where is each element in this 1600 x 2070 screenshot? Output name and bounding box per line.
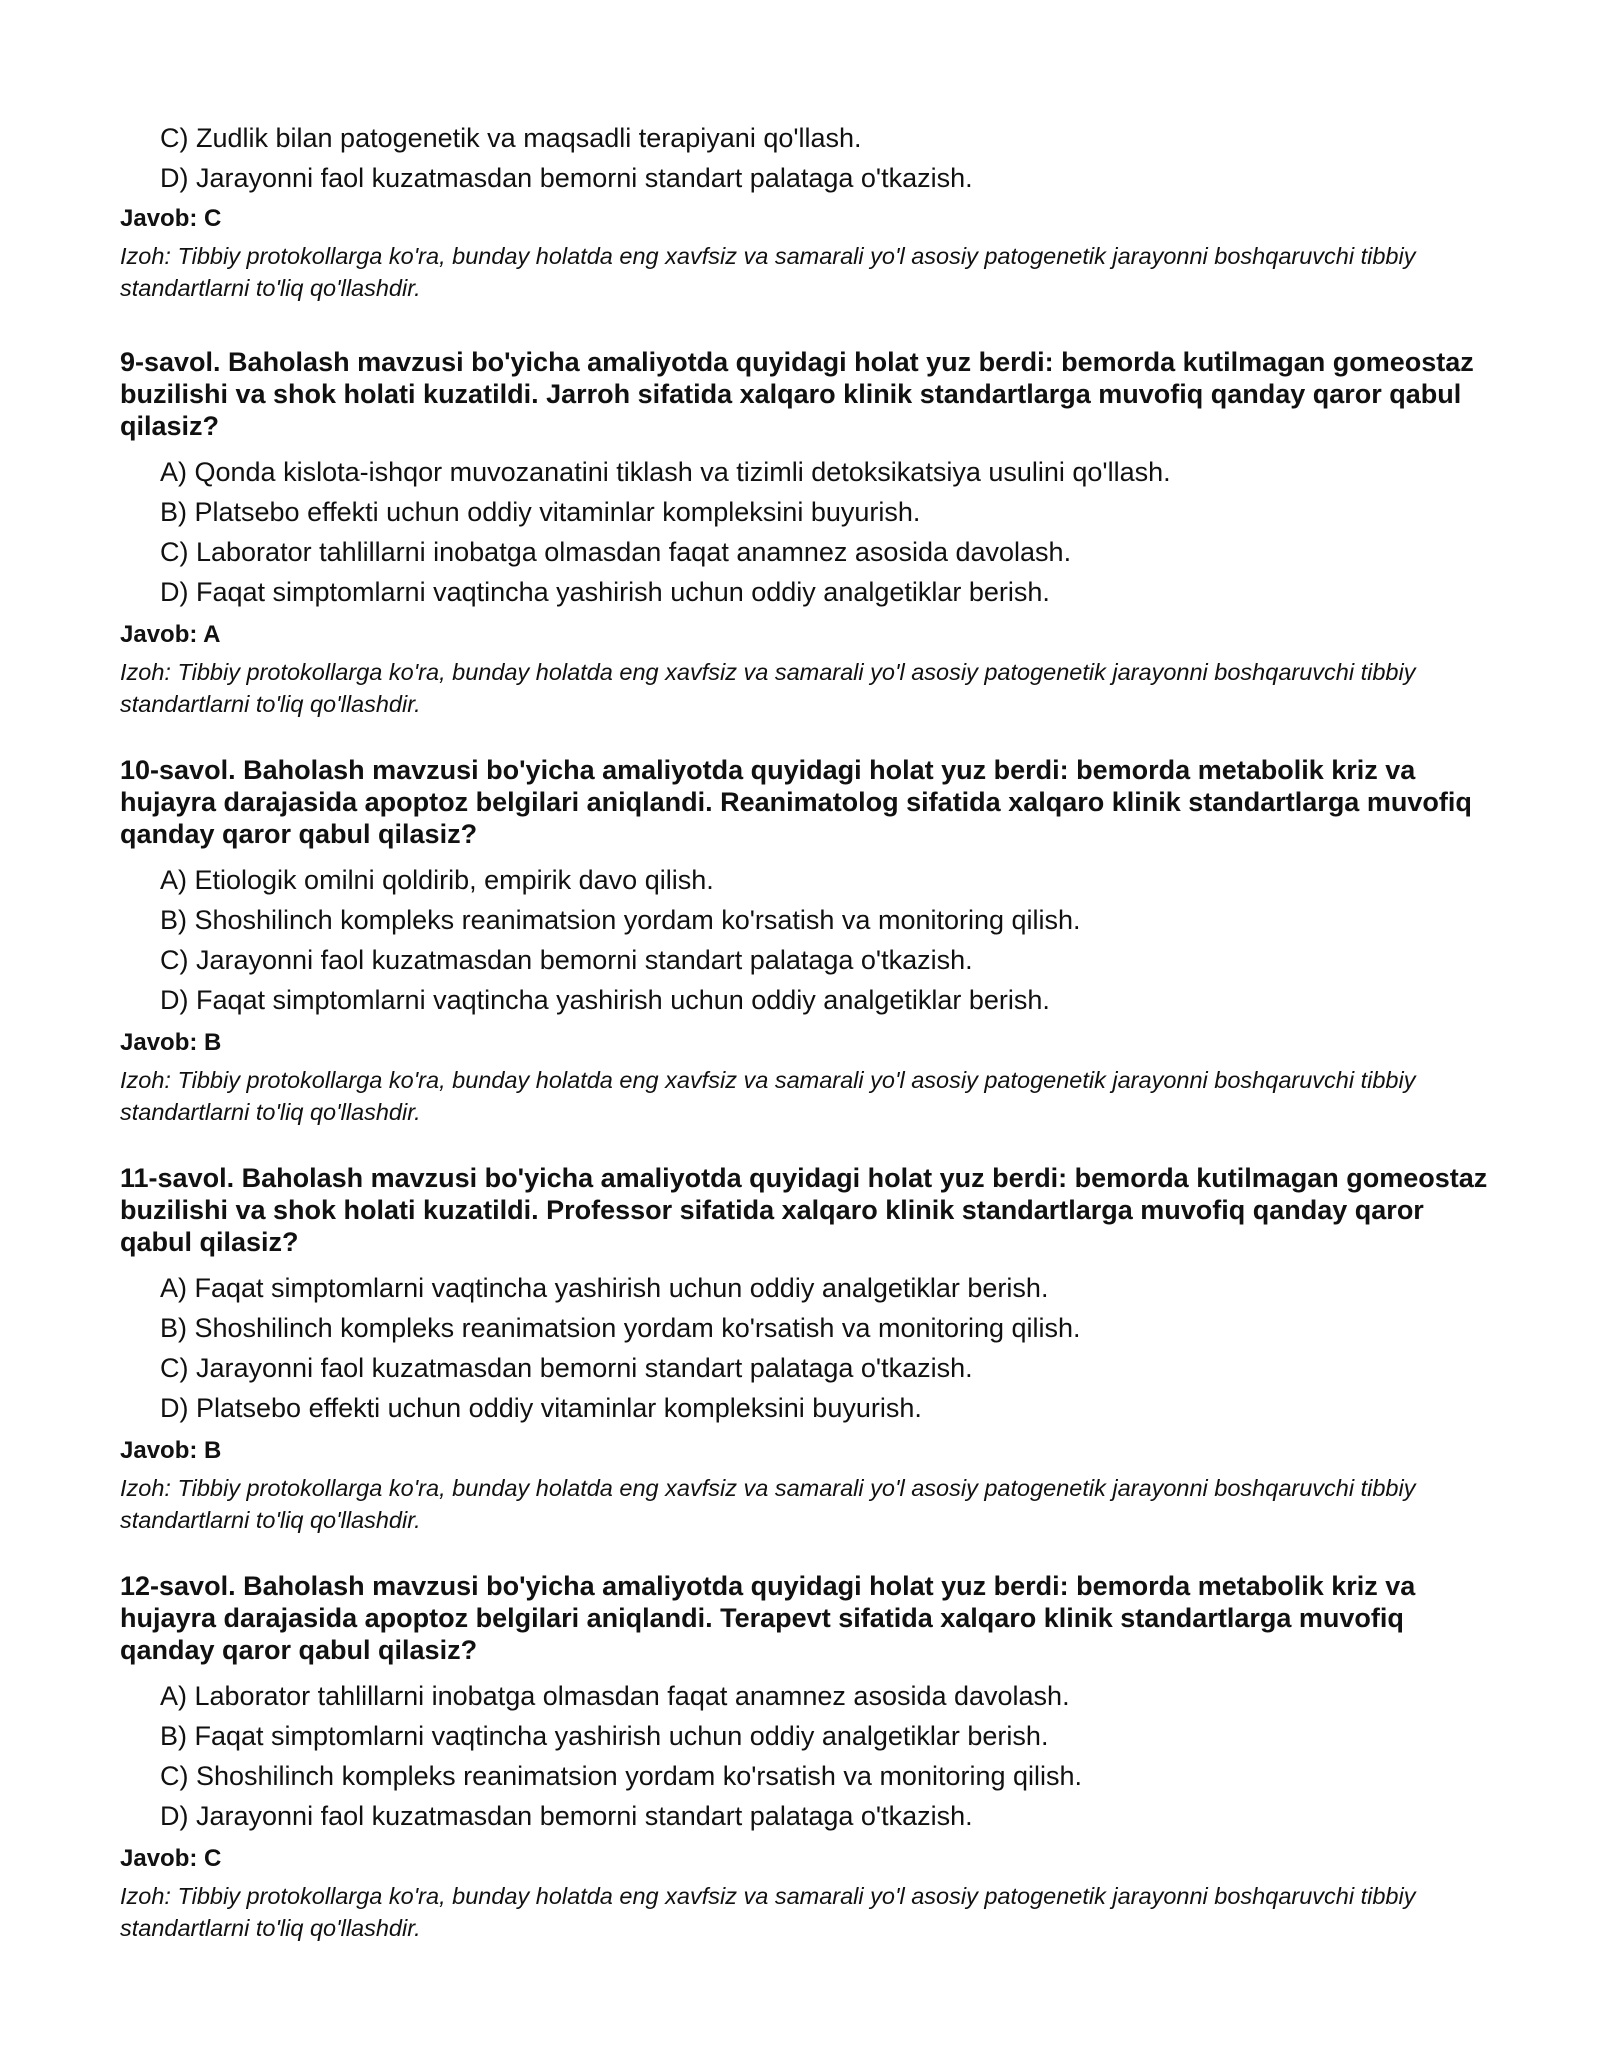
answer-label: Javob: B xyxy=(120,1437,222,1464)
option-b: B) Platsebo effekti uchun oddiy vitaminlar kompleksini buyurish. xyxy=(160,497,921,527)
answer-label: Javob: C xyxy=(120,1845,222,1872)
explanation-note: Izoh: Tibbiy protokollarga ko'ra, bunday holatda eng xavfsiz va samarali yo'l asosiy patogenetik jarayonni boshqaruvchi tibbiy standartlarni to'liq qo'llashdir. xyxy=(120,1067,1416,1125)
options-list xyxy=(160,1268,1500,1428)
option-d: D) Jarayonni faol kuzatmasdan bemorni standart palataga o'tkazish. xyxy=(160,163,973,193)
option-d: D) Platsebo effekti uchun oddiy vitaminlar kompleksini buyurish. xyxy=(160,1393,922,1423)
option-a: A) Faqat simptomlarni vaqtincha yashirish uchun oddiy analgetiklar berish. xyxy=(160,1273,1049,1303)
option-b: B) Shoshilinch kompleks reanimatsion yordam ko'rsatish va monitoring qilish. xyxy=(160,1313,1081,1343)
explanation-note: Izoh: Tibbiy protokollarga ko'ra, bunday holatda eng xavfsiz va samarali yo'l asosiy patogenetik jarayonni boshqaruvchi tibbiy standartlarni to'liq qo'llashdir. xyxy=(120,1475,1416,1533)
question-10 xyxy=(120,754,1500,1128)
option-a: A) Laborator tahlillarni inobatga olmasdan faqat anamnez asosida davolash. xyxy=(160,1681,1070,1711)
option-c: C) Jarayonni faol kuzatmasdan bemorni standart palataga o'tkazish. xyxy=(160,945,973,975)
question-9 xyxy=(120,346,1500,720)
option-b: B) Faqat simptomlarni vaqtincha yashirish uchun oddiy analgetiklar berish. xyxy=(160,1721,1049,1751)
option-b: B) Shoshilinch kompleks reanimatsion yordam ko'rsatish va monitoring qilish. xyxy=(160,905,1081,935)
option-c: C) Zudlik bilan patogenetik va maqsadli terapiyani qo'llash. xyxy=(160,123,862,153)
question-title: 12-savol. Baholash mavzusi bo'yicha amaliyotda quyidagi holat yuz berdi: bemorda metabolik kriz va hujayra darajasida apoptoz belgilari aniqlandi. Terapevt sifatida xalqaro klinik standartlarga muvofiq qanday qaror qabul qilasiz? xyxy=(120,1571,1416,1665)
option-c: C) Shoshilinch kompleks reanimatsion yordam ko'rsatish va monitoring qilish. xyxy=(160,1761,1083,1791)
explanation-note: Izoh: Tibbiy protokollarga ko'ra, bunday holatda eng xavfsiz va samarali yo'l asosiy patogenetik jarayonni boshqaruvchi tibbiy standartlarni to'liq qo'llashdir. xyxy=(120,659,1416,717)
answer-label: Javob: B xyxy=(120,1029,222,1056)
question-title: 9-savol. Baholash mavzusi bo'yicha amaliyotda quyidagi holat yuz berdi: bemorda kutilmagan gomeostaz buzilishi va shok holati kuzatildi. Jarroh sifatida xalqaro klinik standartlarga muvofiq qanday qaror qabul qilasiz? xyxy=(120,347,1474,441)
options-list xyxy=(160,118,1500,198)
option-d: D) Faqat simptomlarni vaqtincha yashirish uchun oddiy analgetiklar berish. xyxy=(160,985,1050,1015)
question-title: 10-savol. Baholash mavzusi bo'yicha amaliyotda quyidagi holat yuz berdi: bemorda metabolik kriz va hujayra darajasida apoptoz belgilari aniqlandi. Reanimatolog sifatida xalqaro klinik standartlarga muvofiq qanday qaror qabul qilasiz? xyxy=(120,755,1472,849)
option-a: A) Qonda kislota-ishqor muvozanatini tiklash va tizimli detoksikatsiya usulini qo'llash. xyxy=(160,457,1171,487)
explanation-note: Izoh: Tibbiy protokollarga ko'ra, bunday holatda eng xavfsiz va samarali yo'l asosiy patogenetik jarayonni boshqaruvchi tibbiy standartlarni to'liq qo'llashdir. xyxy=(120,243,1416,301)
answer-label: Javob: C xyxy=(120,205,222,232)
explanation-note: Izoh: Tibbiy protokollarga ko'ra, bunday holatda eng xavfsiz va samarali yo'l asosiy patogenetik jarayonni boshqaruvchi tibbiy standartlarni to'liq qo'llashdir. xyxy=(120,1883,1416,1941)
option-c: C) Jarayonni faol kuzatmasdan bemorni standart palataga o'tkazish. xyxy=(160,1353,973,1383)
options-list xyxy=(160,860,1500,1020)
question-title: 11-savol. Baholash mavzusi bo'yicha amaliyotda quyidagi holat yuz berdi: bemorda kutilmagan gomeostaz buzilishi va shok holati kuzatildi. Professor sifatida xalqaro klinik standartlarga muvofiq qanday qaror qabul qilasiz? xyxy=(120,1163,1488,1257)
option-c: C) Laborator tahlillarni inobatga olmasdan faqat anamnez asosida davolash. xyxy=(160,537,1072,567)
question-11 xyxy=(120,1162,1500,1536)
option-d: D) Jarayonni faol kuzatmasdan bemorni standart palataga o'tkazish. xyxy=(160,1801,973,1831)
question-12 xyxy=(120,1570,1500,1944)
question-8-continuation xyxy=(120,118,1500,304)
options-list xyxy=(160,1676,1500,1836)
option-a: A) Etiologik omilni qoldirib, empirik davo qilish. xyxy=(160,865,714,895)
options-list xyxy=(160,452,1500,612)
option-d: D) Faqat simptomlarni vaqtincha yashirish uchun oddiy analgetiklar berish. xyxy=(160,577,1050,607)
answer-label: Javob: A xyxy=(120,621,221,648)
